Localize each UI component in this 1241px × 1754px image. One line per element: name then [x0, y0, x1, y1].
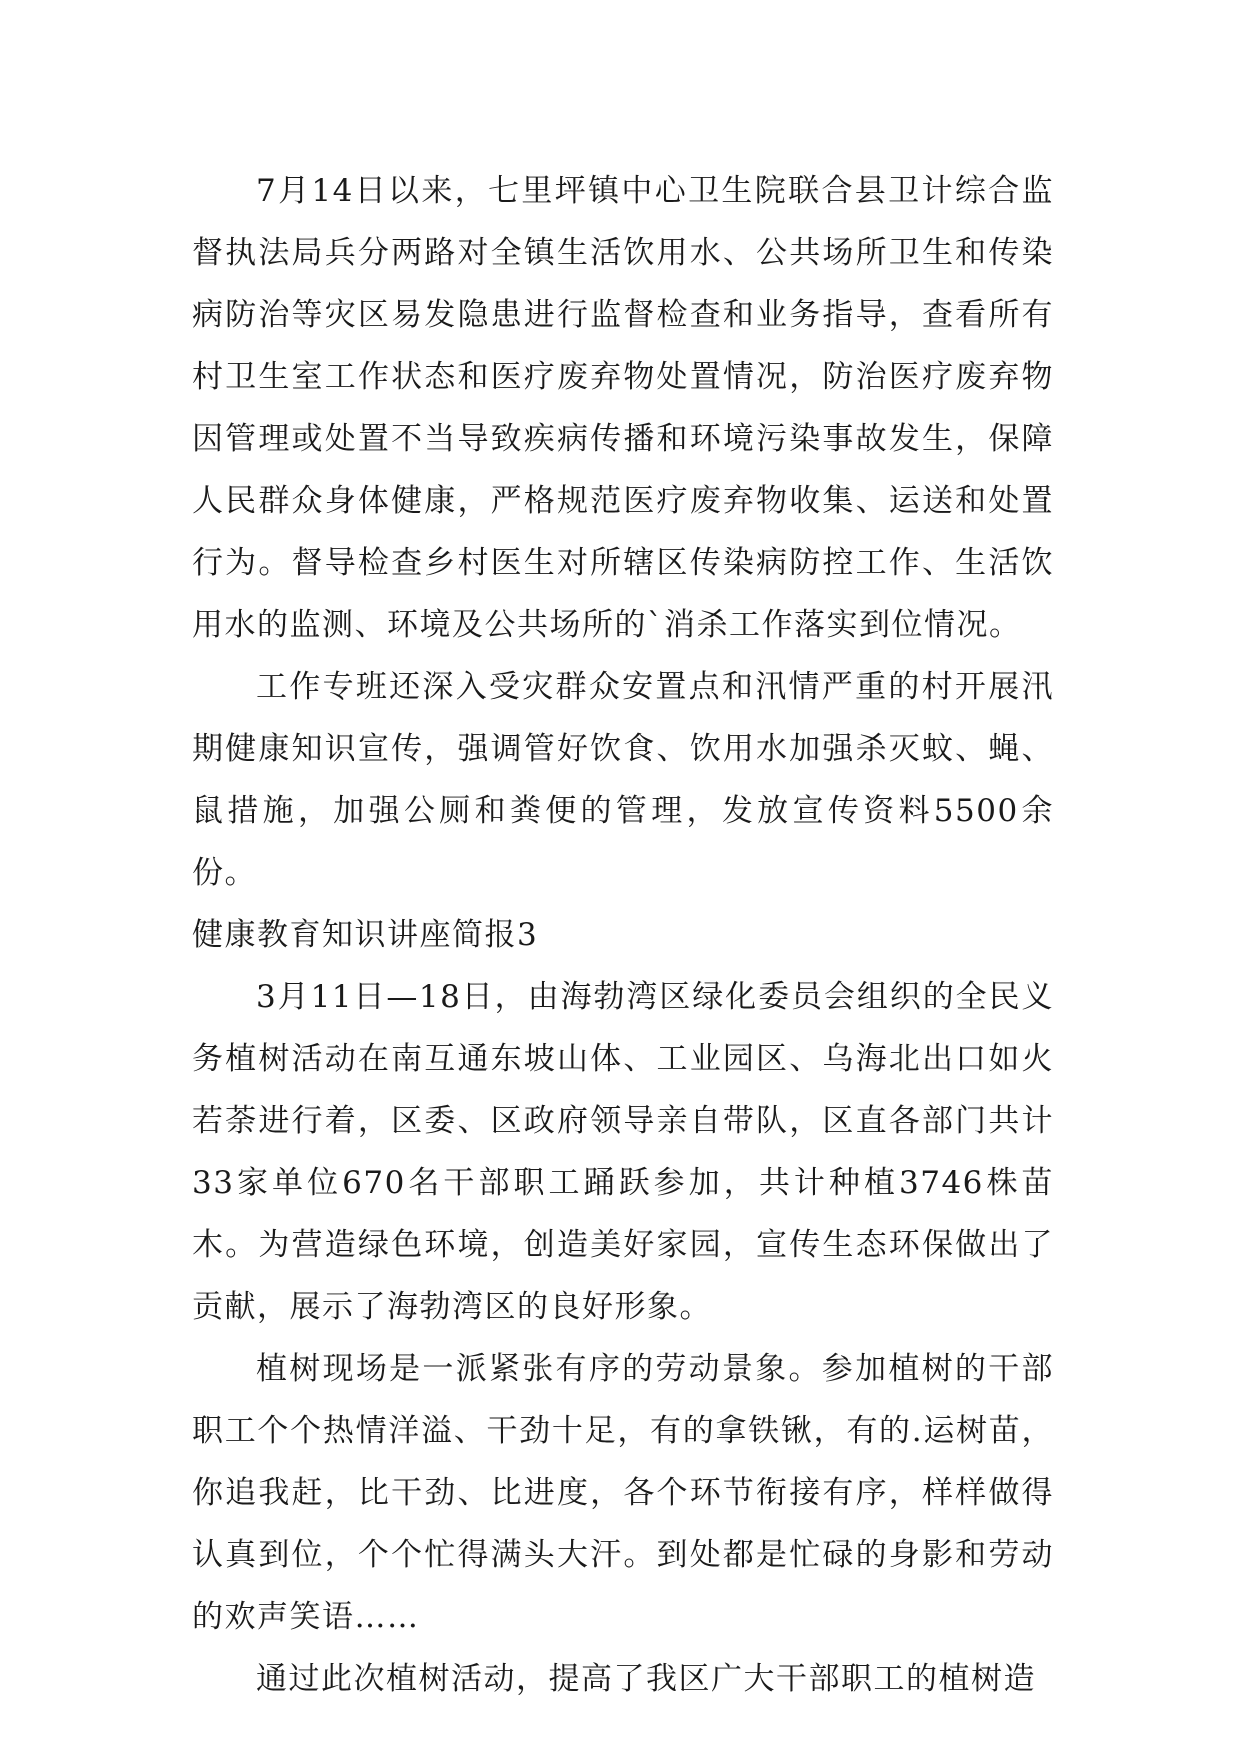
paragraph-health-publicity: 工作专班还深入受灾群众安置点和汛情严重的村开展汛期健康知识宣传，强调管好饮食、饮用水加强杀灭蚊、蝇、鼠措施，加强公厕和粪便的管理，发放宣传资料5500余份。: [192, 669, 1054, 891]
section-heading: 健康教育知识讲座简报3: [192, 917, 539, 953]
paragraph-conclusion: 通过此次植树活动，提高了我区广大干部职工的植树造: [256, 1661, 1036, 1697]
paragraph-planting-scene: 植树现场是一派紧张有序的劳动景象。参加植树的干部职工个个热情洋溢、干劲十足，有的拿铁锹，有的.运树苗，你追我赶，比干劲、比进度，各个环节衔接有序，样样做得认真到位，个个忙得满头大汗。到处都是忙碌的身影和劳动的欢声笑语……: [192, 1351, 1054, 1635]
paragraph-tree-planting: 3月11日—18日，由海勃湾区绿化委员会组织的全民义务植树活动在南互通东坡山体、工业园区、乌海北出口如火若荼进行着，区委、区政府领导亲自带队，区直各部门共计33家单位670名干部职工踊跃参加，共计种植3746株苗木。为营造绿色环境，创造美好家园，宣传生态环保做出了贡献，展示了海勃湾区的良好形象。: [192, 979, 1054, 1325]
paragraph-inspection: 7月14日以来，七里坪镇中心卫生院联合县卫计综合监督执法局兵分两路对全镇生活饮用水、公共场所卫生和传染病防治等灾区易发隐患进行监督检查和业务指导，查看所有村卫生室工作状态和医疗废弃物处置情况，防治医疗废弃物因管理或处置不当导致疾病传播和环境污染事故发生，保障人民群众身体健康，严格规范医疗废弃物收集、运送和处置行为。督导检查乡村医生对所辖区传染病防控工作、生活饮用水的监测、环境及公共场所的`消杀工作落实到位情况。: [192, 173, 1054, 643]
document-body: [192, 160, 1054, 1710]
